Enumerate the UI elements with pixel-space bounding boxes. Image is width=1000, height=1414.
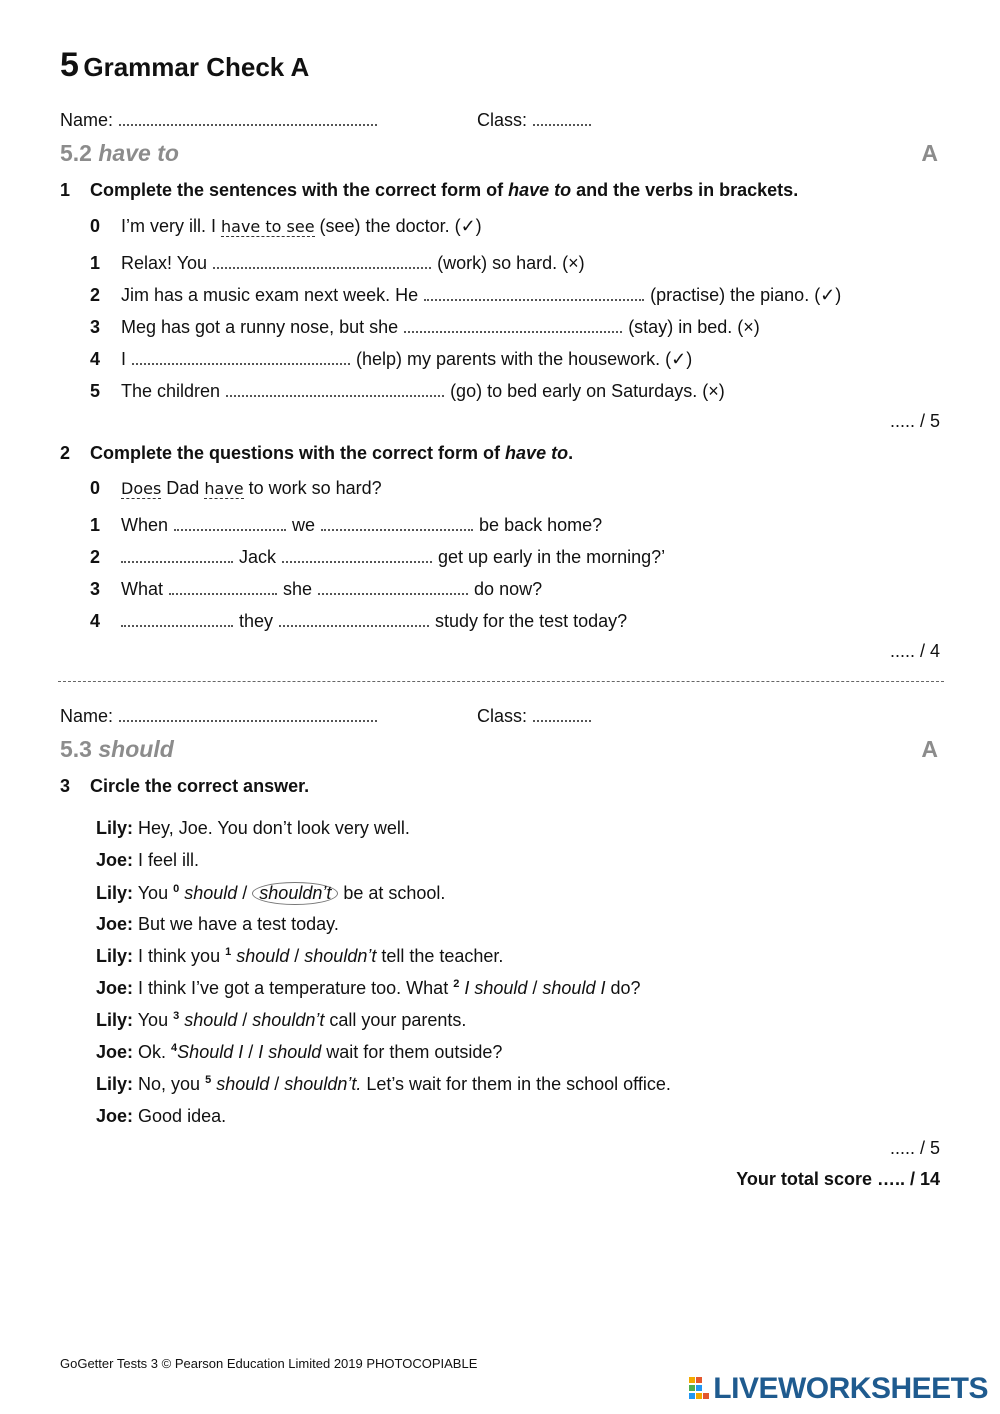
dialogue-line: Joe: I feel ill. [96, 850, 200, 870]
section-heading: 5.3 should [60, 736, 174, 762]
list-item: 2 Jim has a music exam next week. He (practise) the piano. (✓) [90, 285, 842, 305]
option-b[interactable]: shouldn’t [252, 1010, 325, 1030]
answer-blank[interactable] [132, 347, 350, 365]
dialogue-line: Joe: I think I’ve got a temperature too. What $^2$ I should / should I do? [96, 978, 641, 998]
list-item: 1 When we be back home? [90, 515, 603, 535]
dialogue-line: Joe: But we have a test today. [96, 914, 339, 934]
footer-copyright: GoGetter Tests 3 © Pearson Education Limited 2019 PHOTOCOPIABLE [60, 1356, 478, 1371]
option-b[interactable]: I should [258, 1042, 322, 1062]
dialogue-line: Lily: Hey, Joe. You don’t look very well. [96, 818, 410, 838]
list-item: 3 Meg has got a runny nose, but she (stay) in bed. (×) [90, 317, 760, 337]
dialogue-line: Lily: You $^0$ should / shouldn’t be at school. [96, 883, 446, 903]
list-item: 4 they study for the test today? [90, 611, 628, 631]
dialogue-line: Lily: You $^3$ should / shouldn’t call your parents. [96, 1010, 467, 1030]
option-b[interactable]: shouldn’t. [284, 1074, 362, 1094]
answer-blank[interactable] [169, 577, 277, 595]
option-a[interactable]: I should [464, 978, 528, 998]
exercise-score: ..... / 5 [889, 411, 940, 431]
option-b[interactable]: should I [542, 978, 606, 998]
dialogue-line: Lily: No, you $^5$ should / shouldn’t. Let’s wait for them in the school office. [96, 1074, 671, 1094]
answer-blank[interactable] [318, 577, 468, 595]
exercise-score: ..... / 5 [889, 1138, 940, 1158]
option-a[interactable]: should [184, 883, 238, 903]
class-label: Class: [477, 706, 528, 726]
answer-blank[interactable] [213, 251, 431, 269]
unit-number: 5 [60, 46, 79, 84]
exercise-instruction: 2 Complete the questions with the correct form of have to. [60, 443, 574, 463]
example-answer: have [204, 479, 244, 498]
class-label: Class: [477, 110, 528, 130]
dialogue-line: Joe: Ok. $^4$Should I / I should wait for them outside? [96, 1042, 503, 1062]
list-item: 1 Relax! You (work) so hard. (×) [90, 253, 585, 273]
answer-blank[interactable] [279, 609, 429, 627]
section-heading: 5.2 have to [60, 140, 179, 166]
liveworksheets-logo [689, 1372, 988, 1406]
answer-blank[interactable] [321, 513, 473, 531]
answer-blank[interactable] [226, 379, 444, 397]
exercise-instruction: 1 Complete the sentences with the correct form of have to and the verbs in brackets. [60, 180, 799, 200]
answer-blank[interactable] [121, 545, 233, 563]
dialogue-line: Lily: I think you $^1$ should / shouldn’t tell the teacher. [96, 946, 504, 966]
total-score: Your total score ….. / 14 [736, 1169, 940, 1189]
option-b[interactable]: shouldn’t [304, 946, 377, 966]
answer-blank[interactable] [174, 513, 286, 531]
example-item: 0 Does Dad have to work so hard? [90, 478, 382, 498]
example-answer: Does [121, 479, 162, 498]
liveworksheets-grid-icon [689, 1377, 711, 1401]
dialogue-line: Joe: Good idea. [96, 1106, 227, 1126]
section-grade: A [921, 140, 938, 166]
example-item: 0 I’m very ill. I have to see (see) the doctor. (✓) [90, 216, 482, 236]
page-title [60, 46, 309, 85]
list-item: 3 What she do now? [90, 579, 543, 599]
option-a[interactable]: Should I [177, 1042, 244, 1062]
list-item: 5 The children (go) to bed early on Saturdays. (×) [90, 381, 725, 401]
example-answer: have to see [221, 217, 315, 236]
option-a[interactable]: should [236, 946, 290, 966]
exercise-instruction: 3 Circle the correct answer. [60, 776, 310, 796]
answer-blank[interactable] [424, 283, 644, 301]
option-a[interactable]: should [216, 1074, 270, 1094]
class-row [477, 704, 597, 727]
name-row [60, 108, 383, 131]
option-a[interactable]: should [184, 1010, 238, 1030]
name-label: Name: [60, 706, 114, 726]
cut-line-divider [58, 681, 944, 682]
name-row [60, 704, 383, 727]
list-item: 2 Jack get up early in the morning?’ [90, 547, 666, 567]
class-field[interactable] [533, 108, 591, 126]
option-b-circled[interactable]: shouldn’t [252, 882, 338, 905]
class-field[interactable] [533, 704, 591, 722]
answer-blank[interactable] [282, 545, 432, 563]
class-row [477, 108, 597, 131]
name-field[interactable] [119, 704, 377, 722]
section-grade: A [921, 736, 938, 762]
answer-blank[interactable] [404, 315, 622, 333]
exercise-score: ..... / 4 [889, 641, 940, 661]
watermark-text: LIVEWORKSHEETS [713, 1372, 988, 1405]
list-item: 4 I (help) my parents with the housework. (✓) [90, 349, 693, 369]
answer-blank[interactable] [121, 609, 233, 627]
name-label: Name: [60, 110, 114, 130]
title-text: Grammar Check A [83, 52, 310, 82]
name-field[interactable] [119, 108, 377, 126]
